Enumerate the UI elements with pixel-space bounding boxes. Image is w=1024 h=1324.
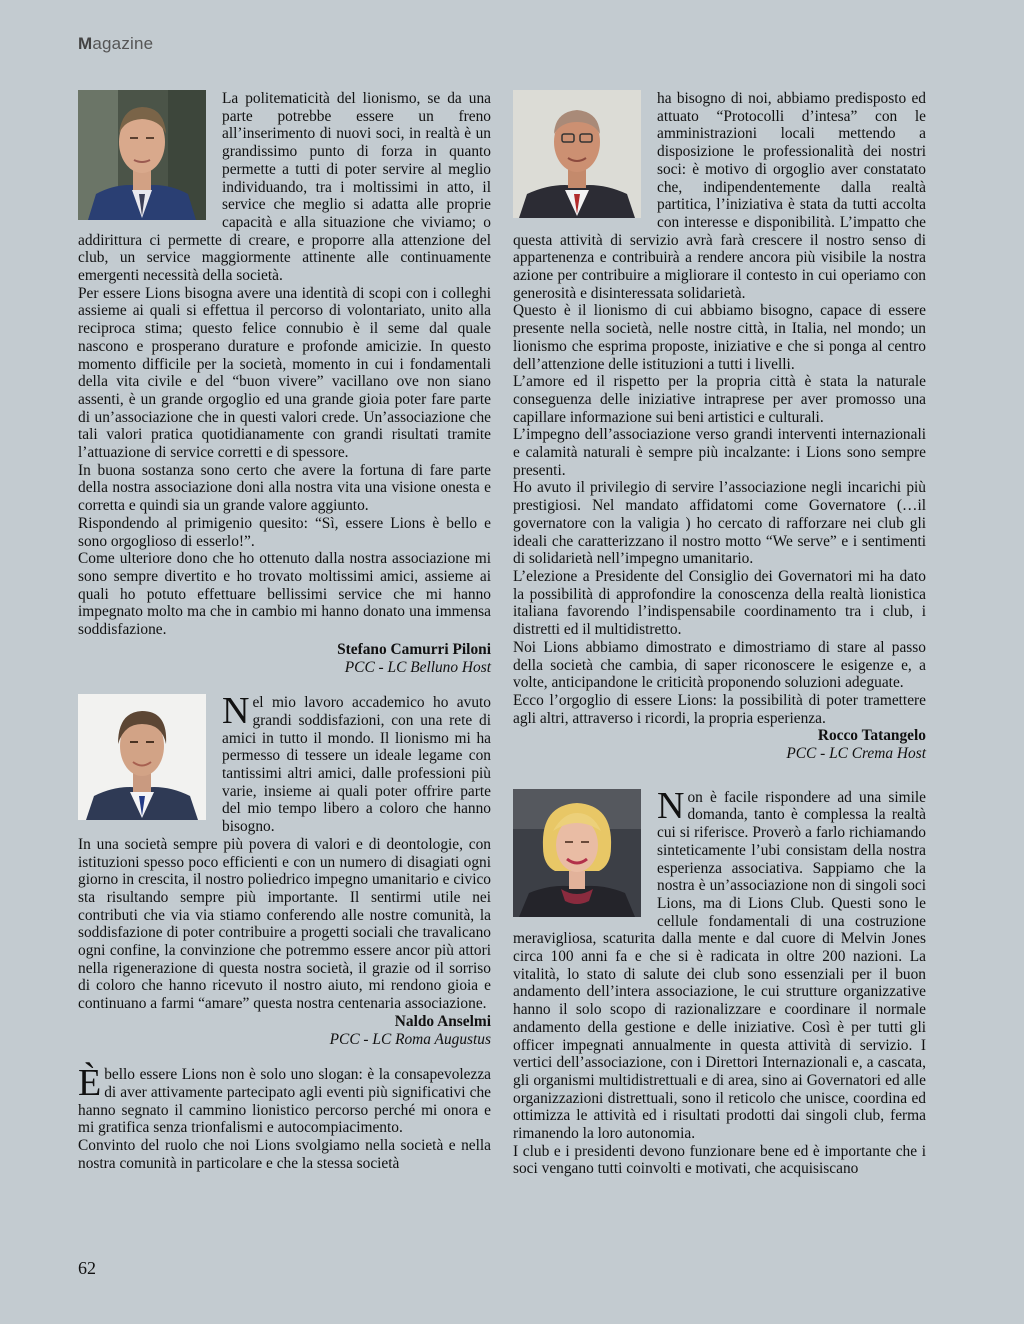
paragraph: Per essere Lions bisogna avere una identità di scopi con i colleghi assieme ai quali si effettua il percorso di volontariato, unito alla reciproca stima; questo felice connubio è il seme dal quale nascono e prosperano durature e profonde amicizie. In questo momento difficile per la società, momento in cui i fondamentali della vita civile e del “buon vivere” vacillano ove non siano assenti, è un grande orgoglio ed una grande gioia poter fare parte di un’associazione che in questi valori crede. Un’associazione che tali valori pratica quotidianamente con grandi risultati tramite l’attuazione di service corretti e di spessore. (78, 284, 491, 462)
author-name: Naldo Anselmi (394, 1012, 491, 1030)
paragraph-text: bello essere Lions non è solo uno slogan: è la consapevolezza di aver attivamente partecipato agli eventi più significativi che hanno segnato il cammino lionistico percorso perché mi onora e mi gratifica senza trionfalismi e autocompiacimento. (78, 1066, 491, 1137)
author-club-line (78, 1031, 491, 1049)
dropcap: N (222, 690, 250, 733)
paragraph (78, 1062, 491, 1137)
left-column (78, 90, 491, 1172)
author-name: Rocco Tatangelo (817, 727, 926, 745)
paragraph: In buona sostanza sono certo che avere la fortuna di fare parte della nostra associazione doni alla nostra vita una visione onesta e corretta e quindi sia un grande valore aggiunto. (78, 461, 491, 515)
dropcap: È (78, 1062, 102, 1105)
page-number: 62 (78, 1258, 96, 1278)
author-club: PCC - LC Roma Augustus (329, 1030, 491, 1048)
paragraph: L’amore ed il rispetto per la propria città è stata la naturale conseguenza delle iniziative intraprese per aver promosso una capillare informazione sui beni artistici e culturali. (513, 373, 926, 426)
author-photo-tatangelo (513, 90, 641, 218)
author-name: Stefano Camurri Piloni (337, 640, 491, 658)
paragraph: Ho avuto il privilegio di servire l’associazione negli incarichi più prestigiosi. Nel mandato affidatomi come Governatore (…il governatore con la valigia ) ho cercato di rafforzare nei club gli ideali che caratterizzano il nostro motto “We serve” e i sentimenti di solidarietà nell’impegno umanitario. (513, 479, 926, 568)
paragraph: Questo è il lionismo di cui abbiamo bisogno, capace di essere presente nella società, nelle nostre città, in Italia, nel mondo; un lionismo che esprima proposte, iniziative e che si ponga al centro dell’attenzione delle istituzioni a tutti i livelli. (513, 302, 926, 373)
author-club-line (78, 659, 491, 677)
author-club-line (513, 745, 926, 763)
paragraph: L’impegno dell’associazione verso grandi interventi internazionali e calamità naturali è sempre più incalzante: i Lions sono sempre presenti. (513, 426, 926, 479)
paragraph: In una società sempre più povera di valori e di deontologie, con istituzioni spesso poco efficienti e con un numero di disagiati ogni giorno in crescita, il nostro poliedrico impegno umanitario e civico sta risultando sempre più importante. Il sentirmi utile nei contributi che via via stiamo conferendo alle nostre comunità, la soddisfazione di poter contribuire a progetti sociali che travalicano ogni confine, la convinzione che potremmo essere ancor più attori nella rigenerazione di questa nostra società, il grazie od il sorriso di coloro che hanno ricevuto il nostro aiuto, mi rendono gioia e continuano a farmi “amare” questa nostra centenaria associazione. (78, 835, 491, 1013)
paragraph: ha bisogno di noi, abbiamo predisposto ed attuato “Protocolli d’intesa” con le amministrazioni locali mettendo a disposizione le professionalità dei nostri soci: è motivo di orgoglio aver constatato che, indipendentemente dalla realtà partitica, l’iniziativa è stata da tutti accolta con interesse e disponibilità. L’impatto che questa attività di servizio avrà farà crescere il nostro senso di appartenenza e contribuirà a rendere ancora più visibile la nostra azione per contribuire a migliorare il contesto in cui operiamo con generosità e disinteressata solidarietà. (513, 90, 926, 302)
right-column (513, 90, 926, 1178)
paragraph-text: el mio lavoro accademico ho avuto grandi soddisfazioni, con una rete di amici in tutto il mondo. Il lionismo mi ha permesso di tessere un ideale legame con tantissimi altri amici, dalle professioni più varie, insieme ai quali poter offrire parte del mio tempo libero a coloro che hanno bisogno. (222, 694, 491, 836)
author-photo-piloni (78, 90, 206, 220)
author-photo-woman (513, 789, 641, 917)
author-signature (78, 641, 491, 659)
paragraph: Convinto del ruolo che noi Lions svolgiamo nella società e nella nostra comunità in particolare e che la stessa società (78, 1137, 491, 1172)
section-header-rest: agazine (92, 34, 154, 53)
paragraph: Rispondendo al primigenio quesito: “Sì, essere Lions è bello e sono orgoglioso di esserlo!”. (78, 514, 491, 550)
paragraph: Ecco l’orgoglio di essere Lions: la possibilità di poter tramettere agli altri, attraverso i ricordi, la propria esperienza. (513, 691, 926, 727)
paragraph: Come ulteriore dono che ho ottenuto dalla nostra associazione mi sono sempre divertito e ho trovato moltissimi amici, assieme ai quali ho potuto effettuare bellissimi service che mi hanno impegnato molto ma che in cambio mi hanno donato una immensa soddisfazione. (78, 550, 491, 639)
dropcap: N (657, 784, 685, 827)
paragraph: I club e i presidenti devono funzionare bene ed è importante che i soci vengano tutti coinvolti e motivati, che acquisiscano (513, 1142, 926, 1178)
paragraph: L’elezione a Presidente del Consiglio dei Governatori mi ha dato la possibilità di approfondire la conoscenza della realtà lionistica italiana favorendo l’indispensabile coordinamento tra i club, i distretti ed il multidistretto. (513, 567, 926, 639)
section-header (78, 34, 153, 54)
author-club: PCC - LC Crema Host (786, 745, 926, 763)
author-signature (78, 1013, 491, 1031)
section-header-initial: M (78, 34, 93, 53)
paragraph: Noi Lions abbiamo dimostrato e dimostriamo di stare al passo della società che cambia, di saper riconoscere le esigenze e, a volte, anticipandone le criticità proponendo soluzioni adeguate. (513, 638, 926, 692)
author-club: PCC - LC Belluno Host (344, 658, 491, 676)
author-photo-anselmi (78, 694, 206, 820)
author-signature (513, 727, 926, 745)
paragraph-text: on è facile rispondere ad una simile domanda, tanto è complessa la realtà cui si riferisce. Proverò a farlo richiamando sinteticamente l’ubi consistam della nostra esperienza associativa. Sappiamo che la nostra è un’associazione non di singoli soci Lions, ma di Lions Club. Questi sono le cellule fondamentali di una costruzione meravigliosa, scaturita dalla mente e dal cuore di Melvin Jones circa 100 anni fa e che si è radicata in oltre 200 nazioni. La vitalità, lo stato di salute dei club sono essenziali per il buon andamento dell’intera associazione, le cui strutture organizzative hanno il solo scopo di razionalizzare e coordinare il normale andamento della gestione e delle iniziative. Così è per tutti gli officer impegnati annualmente in questa attività di servizio. I vertici dell’associazione, con i Direttori Internazionali e, a cascata, gli organismi multidistrettuali e di area, sino ai Governatori ed alle organizzazioni distrettuali, sono il reticolo che unisce, coordina ed ottimizza le attività ed i risultati prodotti dai singoli club, ferma rimanendo la loro autonomia. (513, 788, 926, 1143)
paragraph: La politematicità del lionismo, se da una parte potrebbe essere un freno all’inserimento di nuovi soci, in realtà è un grandissimo punto di forza in quanto permette a tutti di poter servire al meglio individuando, tra i moltissimi in atto, il service che meglio si adatta alle proprie capacità e alla situazione che viviamo; o addirittura ci permette di creare, e proporre alla attenzione del club, un service maggiormente attinente alle continuamente emergenti necessità della società. (78, 90, 491, 285)
